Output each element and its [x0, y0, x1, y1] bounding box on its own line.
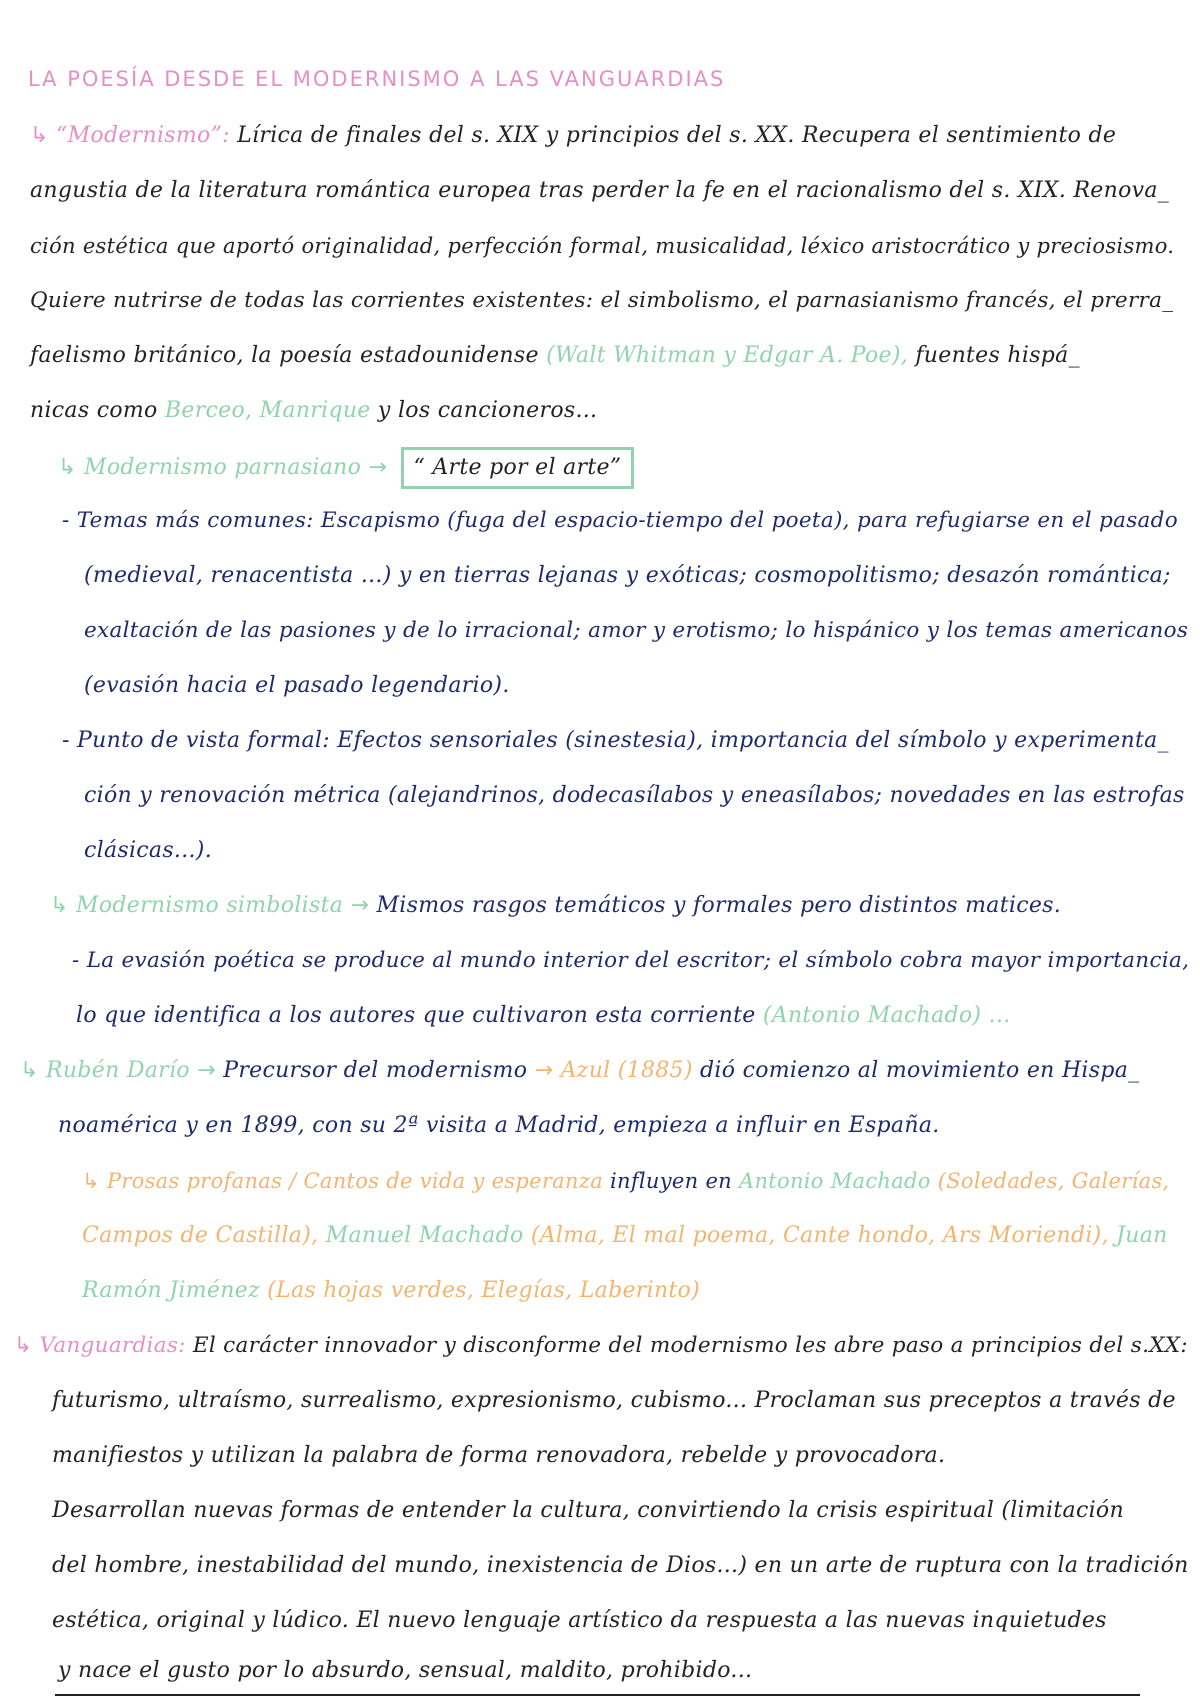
sub-arrow-icon: ↳	[14, 1333, 33, 1358]
modernismo-line-4: Quiere nutrirse de todas las corrientes existentes: el simbolismo, el parnasianismo francés, el prerra_	[30, 288, 1174, 313]
right-arrow-icon: →	[197, 1058, 216, 1083]
modernismo-text: fuentes hispá_	[915, 343, 1080, 368]
author-reference: Juan	[1116, 1223, 1168, 1248]
dario-sub-line-1	[82, 1166, 1170, 1196]
simbolista-text: Mismos rasgos temáticos y formales pero distintos matices.	[376, 893, 1062, 918]
modernismo-line-3: ción estética que aportó originalidad, perfección formal, musicalidad, léxico aristocrático y preciosismo.	[30, 234, 1175, 258]
simbolista-text: lo que identifica a los autores que cultivaron esta corriente	[76, 1003, 756, 1028]
parnasiano-temas-4: (evasión hacia el pasado legendario).	[84, 673, 510, 698]
sub-arrow-icon: ↳	[30, 123, 49, 148]
simbolista-heading-line	[50, 891, 1061, 921]
vanguardias-line-6: estética, original y lúdico. El nuevo lenguaje artístico da respuesta a las nuevas inquietudes	[52, 1608, 1107, 1633]
modernismo-line-1	[30, 121, 1116, 151]
work-reference: Prosas profanas / Cantos de vida y esperanza	[106, 1169, 604, 1193]
modernismo-line-6	[30, 396, 597, 426]
sub-arrow-icon: ↳	[50, 893, 69, 918]
modernismo-text: Lírica de finales del s. XIX y principios del s. XX. Recupera el sentimiento de	[237, 123, 1117, 148]
parnasiano-heading-line	[58, 447, 634, 489]
author-reference: Ramón Jiménez	[82, 1278, 260, 1303]
vanguardias-line-2: futurismo, ultraísmo, surrealismo, expresionismo, cubismo... Proclaman sus preceptos a través de	[52, 1388, 1176, 1413]
author-reference: (Walt Whitman y Edgar A. Poe),	[546, 343, 909, 368]
modernismo-heading: “Modernismo”:	[56, 123, 230, 148]
vanguardias-heading: Vanguardias:	[39, 1333, 186, 1358]
author-reference: Manuel Machado	[325, 1223, 524, 1248]
dario-line-1	[20, 1056, 1139, 1086]
dario-line-2: noamérica y en 1899, con su 2ª visita a Madrid, empieza a influir en España.	[58, 1113, 940, 1138]
parnasiano-formal-3: clásicas...).	[84, 838, 212, 863]
author-reference: (Antonio Machado) ...	[762, 1003, 1011, 1028]
parnasiano-temas-1: - Temas más comunes: Escapismo (fuga del espacio-tiempo del poeta), para refugiarse en el pasado	[62, 508, 1178, 533]
work-reference: (Las hojas verdes, Elegías, Laberinto)	[267, 1278, 700, 1303]
vanguardias-line-5: del hombre, inestabilidad del mundo, inexistencia de Dios...) en un arte de ruptura con la tradición	[52, 1553, 1189, 1578]
dario-text: dió comienzo al movimiento en Hispa_	[700, 1058, 1140, 1083]
author-reference: Berceo, Manrique	[164, 398, 371, 423]
simbolista-line-1: - La evasión poética se produce al mundo interior del escritor; el símbolo cobra mayor importancia,	[72, 948, 1190, 973]
parnasiano-temas-3: exaltación de las pasiones y de lo irracional; amor y erotismo; lo hispánico y los temas americanos	[84, 618, 1189, 643]
page-title: LA POESÍA DESDE EL MODERNISMO A LAS VANGUARDIAS	[28, 67, 726, 91]
modernismo-line-2: angustia de la literatura romántica europea tras perder la fe en el racionalismo del s. XIX. Renova_	[30, 178, 1170, 203]
sub-arrow-icon: ↳	[82, 1169, 100, 1193]
simbolista-heading: Modernismo simbolista	[76, 893, 344, 918]
right-arrow-icon: →	[350, 893, 370, 918]
parnasiano-formal-1: - Punto de vista formal: Efectos sensoriales (sinestesia), importancia del símbolo y experimenta_	[62, 728, 1169, 753]
dario-sub-line-2	[82, 1221, 1168, 1251]
parnasiano-temas-2: (medieval, renacentista ...) y en tierras lejanas y exóticas; cosmopolitismo; desazón romántica;	[84, 563, 1171, 588]
modernismo-text: faelismo británico, la poesía estadounidense	[30, 343, 539, 368]
parnasiano-formal-2: ción y renovación métrica (alejandrinos, dodecasílabos y eneasílabos; novedades en las estrofas	[84, 783, 1185, 808]
dario-sub-line-3	[82, 1276, 700, 1306]
work-reference: (Soledades, Galerías,	[937, 1169, 1170, 1193]
simbolista-line-2	[76, 1001, 1010, 1031]
arte-por-el-arte-box: “ Arte por el arte”	[401, 447, 635, 489]
work-reference: Campos de Castilla),	[82, 1223, 319, 1248]
vanguardias-line-1	[14, 1331, 1188, 1361]
vanguardias-line-3: manifiestos y utilizan la palabra de forma renovadora, rebelde y provocadora.	[52, 1443, 946, 1468]
bottom-divider	[55, 1694, 1140, 1696]
dario-heading: Rubén Darío	[46, 1058, 190, 1083]
vanguardias-line-7: y nace el gusto por lo absurdo, sensual, maldito, prohibido...	[58, 1658, 753, 1683]
work-reference: Azul (1885)	[560, 1058, 693, 1083]
vanguardias-line-4: Desarrollan nuevas formas de entender la cultura, convirtiendo la crisis espiritual (limitación	[52, 1498, 1124, 1523]
sub-arrow-icon: ↳	[58, 455, 77, 480]
parnasiano-heading: Modernismo parnasiano	[84, 455, 362, 480]
right-arrow-icon: →	[534, 1058, 554, 1083]
dario-text: influyen en	[610, 1169, 732, 1193]
sub-arrow-icon: ↳	[20, 1058, 39, 1083]
author-reference: Antonio Machado	[738, 1169, 931, 1193]
modernismo-line-5	[30, 341, 1080, 371]
vanguardias-text: El carácter innovador y disconforme del modernismo les abre paso a principios del s.XX:	[192, 1333, 1188, 1358]
right-arrow-icon: →	[368, 455, 388, 480]
dario-text: Precursor del modernismo	[223, 1058, 528, 1083]
modernismo-text: y los cancioneros...	[377, 398, 598, 423]
work-reference: (Alma, El mal poema, Cante hondo, Ars Moriendi),	[530, 1223, 1109, 1248]
modernismo-text: nicas como	[30, 398, 158, 423]
